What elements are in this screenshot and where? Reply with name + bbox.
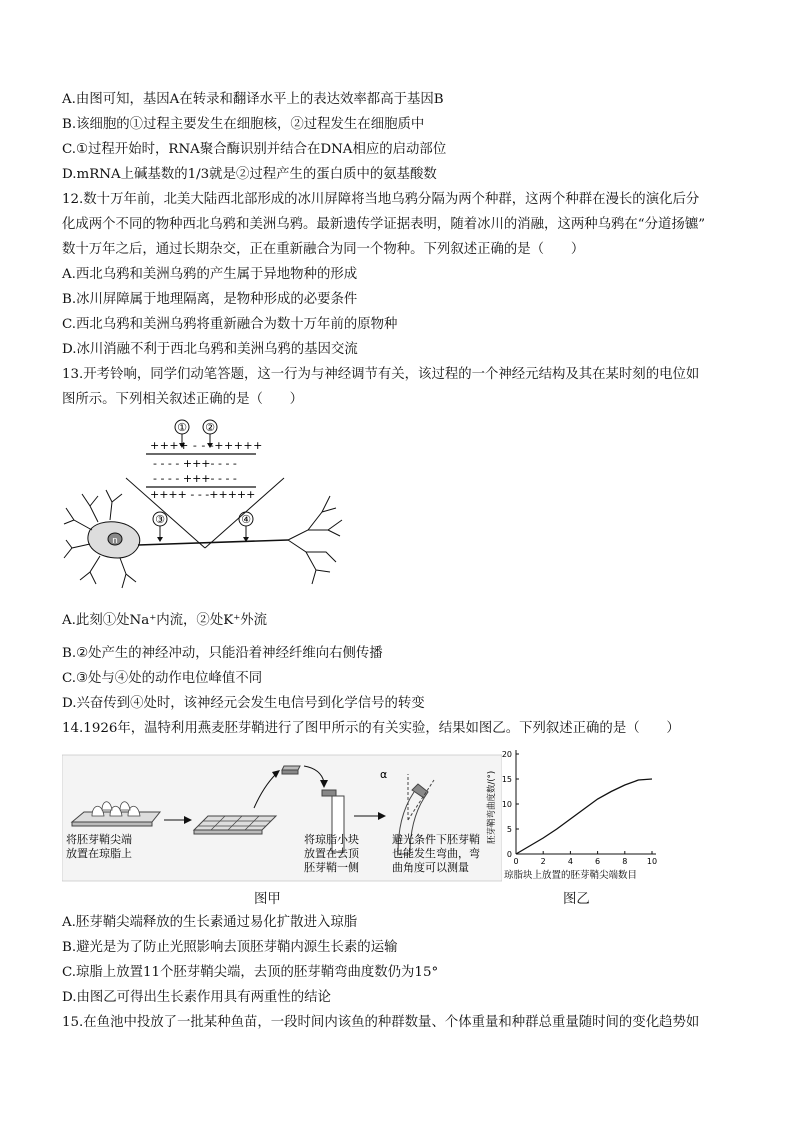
q15-stem: 15.在鱼池中投放了一批某种鱼苗，一段时间内该鱼的种群数量、个体重量和种群总重量随时间的变化趋势如	[62, 1015, 700, 1030]
chart-ytick-label: 10	[501, 800, 512, 809]
q12-option-c: C.西北乌鸦和美洲乌鸦将重新融合为数十万年前的原物种	[62, 317, 398, 332]
fig-a-label1-line1: 将胚芽鞘尖端	[66, 833, 132, 846]
q12-stem-1: 12.数十万年前，北美大陆西北部形成的冰川屏障将当地乌鸦分隔为两个种群，这两个种群在漫长的演化后分	[62, 192, 700, 207]
caption-figure-a: 图甲	[254, 892, 281, 907]
charge-row-3: - - - - +++- - - -	[153, 472, 237, 485]
fig-a-label3-line3: 曲角度可以测量	[392, 861, 469, 874]
neuron-figure	[60, 412, 360, 598]
fig-a-label1-line2: 放置在琼脂上	[66, 847, 132, 860]
q14-option-a: A.胚芽鞘尖端释放的生长素通过易化扩散进入琼脂	[62, 915, 358, 930]
figure-b-chart	[484, 744, 674, 882]
chart-ytick-label: 0	[506, 850, 512, 859]
chart-xtick-label: 0	[513, 857, 519, 866]
chart-xtick-label: 2	[540, 857, 546, 866]
angle-alpha: α	[380, 768, 388, 781]
marker-2: ②	[205, 421, 215, 434]
chart-xlabel: 琼脂块上放置的胚芽鞘尖端数目	[504, 870, 638, 881]
charge-row-1: ++++ - - -+++++	[150, 439, 263, 452]
q11-option-c: C.①过程开始时，RNA聚合酶识别并结合在DNA相应的启动部位	[62, 142, 447, 157]
q14-option-c: C.琼脂上放置11个胚芽鞘尖端，去顶的胚芽鞘弯曲度数仍为15°	[62, 965, 439, 980]
marker-3: ③	[155, 513, 165, 526]
q11-option-d: D.mRNA上碱基数的1/3就是②过程产生的蛋白质中的氨基酸数	[62, 167, 437, 182]
fig-a-label2-line3: 胚芽鞘一侧	[304, 861, 359, 874]
q12-option-a: A.西北乌鸦和美洲乌鸦的产生属于异地物种的形成	[62, 267, 358, 282]
q11-option-a: A.由图可知，基因A在转录和翻译水平上的表达效率都高于基因B	[62, 92, 444, 107]
charge-row-4: ++++ - - -+++++	[150, 488, 256, 501]
chart-ylabel: 胚芽鞘弯曲度数/(°)	[487, 770, 497, 844]
q14-option-d: D.由图乙可得出生长素作用具有两重性的结论	[62, 990, 331, 1005]
chart-ytick-label: 20	[501, 750, 512, 759]
fig-a-label2-line1: 将琼脂小块	[304, 833, 359, 846]
q13-stem-1: 13.开考铃响，同学们动笔答题，这一行为与神经调节有关，该过程的一个神经元结构及其在某时刻的电位如	[62, 367, 700, 382]
q12-option-d: D.冰川消融不利于西北乌鸦和美洲乌鸦的基因交流	[62, 342, 358, 357]
q13-option-a: A.此刻①处Na⁺内流，②处K⁺外流	[62, 613, 268, 628]
chart-ytick-label: 5	[506, 825, 512, 834]
q13-stem-2: 图所示。下列相关叙述正确的是（ ）	[62, 392, 304, 407]
q13-option-b: B.②处产生的神经冲动，只能沿着神经纤维向右侧传播	[62, 646, 383, 661]
chart-xtick-label: 4	[567, 857, 573, 866]
fig-a-label3-line2: 也能发生弯曲，弯	[392, 847, 480, 860]
q14-stem: 14.1926年，温特利用燕麦胚芽鞘进行了图甲所示的有关实验，结果如图乙。下列叙述正确的是（ ）	[62, 721, 680, 736]
q12-stem-2: 化成两个不同的物种西北乌鸦和美洲乌鸦。最新遗传学证据表明，随着冰川的消融，这两种乌鸦在“分道扬镳”	[62, 217, 706, 232]
q12-stem-3: 数十万年之后，通过长期杂交，正在重新融合为同一个物种。下列叙述正确的是（ ）	[62, 242, 585, 257]
marker-4: ④	[241, 513, 251, 526]
q12-option-b: B.冰川屏障属于地理隔离，是物种形成的必要条件	[62, 292, 358, 307]
charge-row-2: - - - - +++- - - -	[153, 457, 237, 470]
q13-option-c: C.③处与④处的动作电位峰值不同	[62, 671, 263, 686]
chart-ytick-label: 15	[501, 775, 512, 784]
chart-xtick-label: 10	[646, 857, 658, 866]
q14-option-b: B.避光是为了防止光照影响去顶胚芽鞘内源生长素的运输	[62, 940, 398, 955]
q13-option-d: D.兴奋传到④处时，该神经元会发生电信号到化学信号的转变	[62, 696, 425, 711]
fig-a-label2-line2: 放置在去顶	[304, 847, 359, 860]
marker-1: ①	[177, 421, 187, 434]
chart-xtick-label: 6	[595, 857, 601, 866]
fig-a-label3-line1: 避光条件下胚芽鞘	[392, 833, 480, 846]
caption-figure-b: 图乙	[563, 892, 590, 907]
nucleus-label: n	[112, 536, 118, 546]
chart-series-line	[516, 779, 652, 854]
figure-a	[62, 750, 502, 882]
chart-xtick-label: 8	[622, 857, 628, 866]
q11-option-b: B.该细胞的①过程主要发生在细胞核，②过程发生在细胞质中	[62, 117, 425, 132]
